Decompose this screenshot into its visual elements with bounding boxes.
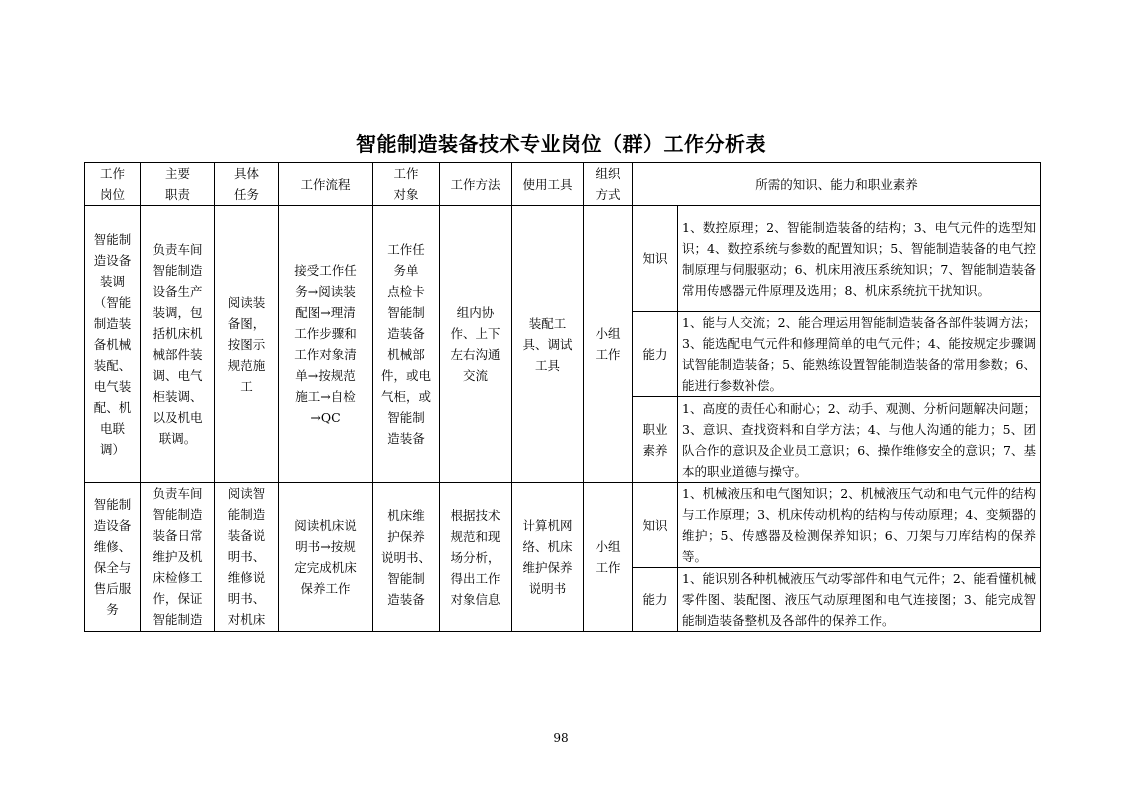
job-analysis-table — [84, 162, 1041, 632]
requirement-category: 能力 — [633, 312, 678, 397]
header-process: 工作流程 — [279, 163, 373, 206]
header-tools: 使用工具 — [512, 163, 584, 206]
header-position: 工作 岗位 — [85, 163, 141, 206]
requirement-text: 1、高度的责任心和耐心；2、动手、观测、分析问题解决问题；3、意识、查找资料和自学方法；4、与他人沟通的能力；5、团队合作的意识及企业员工意识；6、操作维修安全的意识；7、基本的职业道德与操守。 — [678, 397, 1041, 483]
requirement-category: 能力 — [633, 568, 678, 632]
duty-cell: 负责车间 智能制造 装备日常 维护及机 床检修工 作，保证 智能制造 — [141, 483, 215, 632]
method-cell: 组内协 作、上下 左右沟通 交流 — [440, 206, 512, 483]
header-method: 工作方法 — [440, 163, 512, 206]
position-cell: 智能制 造设备 装调 （智能 制造装 备机械 装配、 电气装 配、机 电联 调） — [85, 206, 141, 483]
method-cell: 根据技术 规范和现 场分析， 得出工作 对象信息 — [440, 483, 512, 632]
duty-cell: 负责车间 智能制造 设备生产 装调，包 括机床机 械部件装 调、电气 柜装调、 以及机电 联调。 — [141, 206, 215, 483]
task-cell: 阅读智 能制造 装备说 明书、 维修说 明书、 对机床 — [215, 483, 279, 632]
table-row — [85, 483, 1041, 568]
process-cell: 接受工作任 务→阅读装 配图→理清 工作步骤和 工作对象清 单→按规范 施工→自检 →QC — [279, 206, 373, 483]
header-duty: 主要 职责 — [141, 163, 215, 206]
requirement-text: 1、能识别各种机械液压气动零部件和电气元件；2、能看懂机械零件图、装配图、液压气动原理图和电气连接图；3、能完成智能制造装备整机及各部件的保养工作。 — [678, 568, 1041, 632]
requirement-category: 职业 素养 — [633, 397, 678, 483]
task-cell: 阅读装 备图， 按图示 规范施 工 — [215, 206, 279, 483]
org-cell: 小组 工作 — [584, 206, 633, 483]
requirement-category: 知识 — [633, 483, 678, 568]
object-cell: 机床维 护保养 说明书、 智能制 造装备 — [373, 483, 440, 632]
page-title: 智能制造装备技术专业岗位（群）工作分析表 — [356, 132, 766, 156]
header-requirements: 所需的知识、能力和职业素养 — [633, 163, 1041, 206]
table-row — [85, 206, 1041, 312]
object-cell: 工作任 务单 点检卡 智能制 造装备 机械部 件，或电 气柜，或 智能制 造装备 — [373, 206, 440, 483]
requirement-category: 知识 — [633, 206, 678, 312]
page-number: 98 — [553, 731, 569, 745]
tools-cell: 装配工 具、调试 工具 — [512, 206, 584, 483]
tools-cell: 计算机网 络、机床 维护保养 说明书 — [512, 483, 584, 632]
header-org: 组织 方式 — [584, 163, 633, 206]
process-cell: 阅读机床说 明书→按规 定完成机床 保养工作 — [279, 483, 373, 632]
header-task: 具体 任务 — [215, 163, 279, 206]
requirement-text: 1、能与人交流；2、能合理运用智能制造装备各部件装调方法；3、能选配电气元件和修理简单的电气元件；4、能按规定步骤调试智能制造装备；5、能熟练设置智能制造装备的常用参数；6、能进行参数补偿。 — [678, 312, 1041, 397]
requirement-text: 1、数控原理；2、智能制造装备的结构；3、电气元件的选型知识；4、数控系统与参数的配置知识；5、智能制造装备的电气控制原理与伺服驱动；6、机床用液压系统知识；7、智能制造装备常用传感器元件原理及选用；8、机床系统抗干扰知识。 — [678, 206, 1041, 312]
org-cell: 小组 工作 — [584, 483, 633, 632]
position-cell: 智能制 造设备 维修、 保全与 售后服 务 — [85, 483, 141, 632]
header-row — [85, 163, 1041, 206]
header-object: 工作 对象 — [373, 163, 440, 206]
requirement-text: 1、机械液压和电气图知识；2、机械液压气动和电气元件的结构与工作原理；3、机床传动机构的结构与传动原理；4、变频器的维护；5、传感器及检测保养知识；6、刀架与刀库结构的保养等。 — [678, 483, 1041, 568]
